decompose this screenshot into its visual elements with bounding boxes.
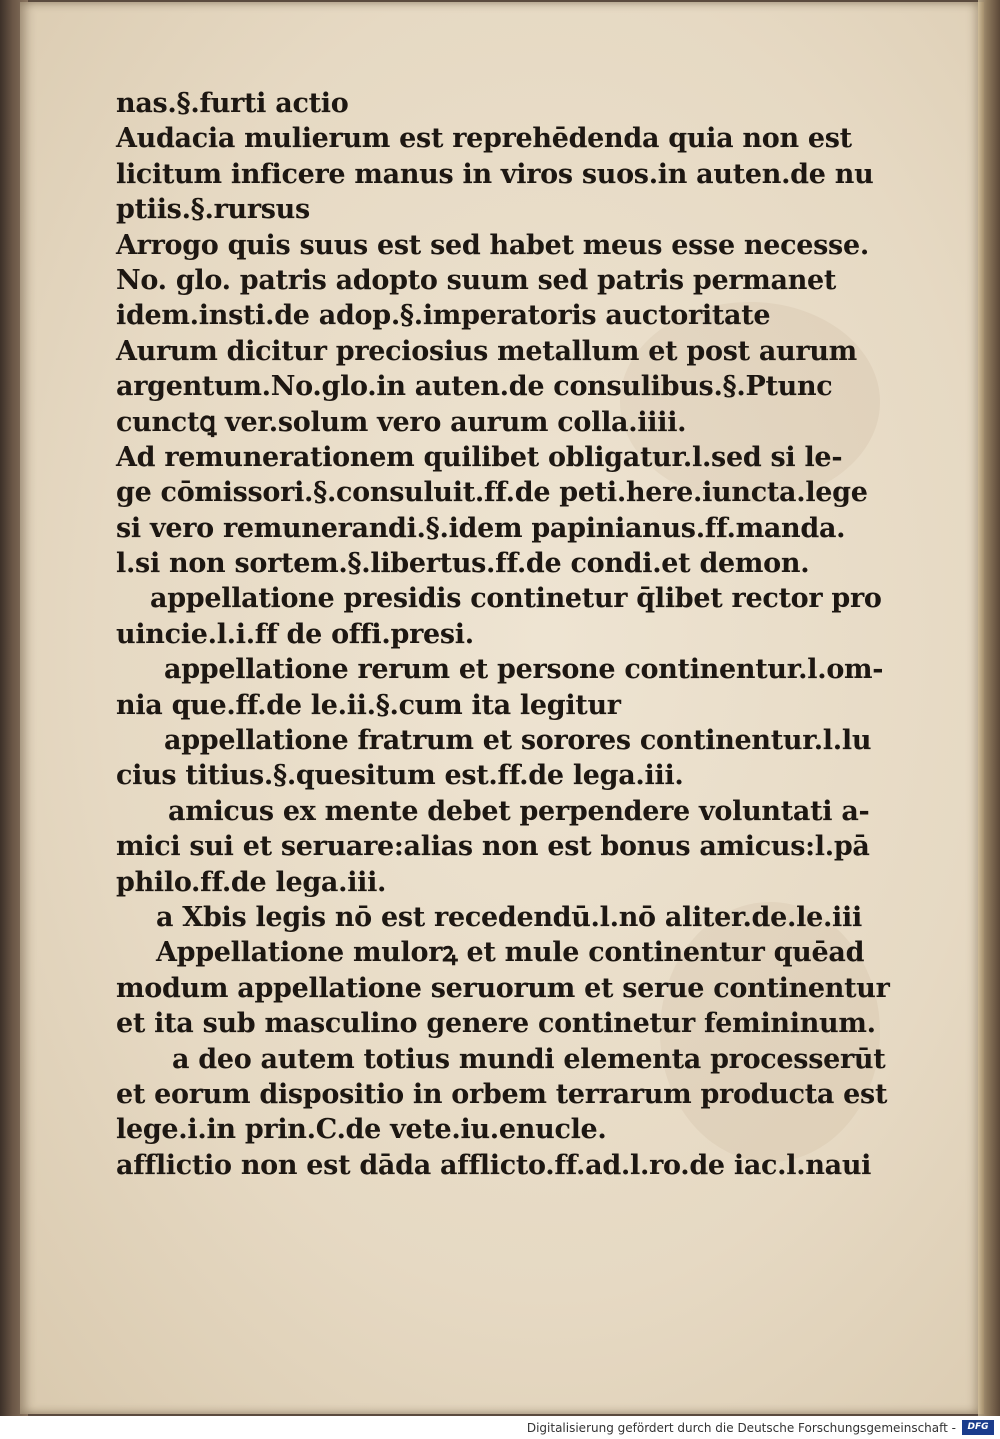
text-line: Audacia mulierum est reprehēdenda quia non est	[116, 123, 852, 155]
text-line: appellatione fratrum et sorores continentur.l.lu	[164, 725, 872, 757]
page-edge	[978, 2, 984, 1414]
text-line: modum appellatione seruorum et serue continentur	[116, 972, 890, 1004]
text-line: ptiis.§.rursus	[116, 194, 310, 226]
text-line: a deo autem totius mundi elementa processerūt	[172, 1043, 886, 1075]
text-line: afflictio non est dāda afflicto.ff.ad.l.ro.de iac.l.naui	[116, 1149, 872, 1181]
text-line: et ita sub masculino genere continetur femininum.	[116, 1008, 876, 1040]
text-line: et eorum dispositio in orbem terrarum producta est	[116, 1078, 888, 1110]
book-page	[20, 2, 978, 1414]
text-line: idem.insti.de adop.§.imperatoris auctoritate	[116, 300, 771, 332]
text-line: a Xbis legis nō est recedendū.l.nō aliter.de.le.iii	[156, 901, 862, 933]
text-line: No. glo. patris adopto suum sed patris permanet	[116, 264, 837, 296]
text-line: nia que.ff.de le.ii.§.cum ita legitur	[116, 689, 621, 721]
text-line: ge cōmissori.§.consuluit.ff.de peti.here.iuncta.lege	[116, 477, 868, 509]
dfg-logo-icon[interactable]: DFG	[962, 1420, 994, 1435]
text-line: appellatione rerum et persone continentur.l.om-	[164, 654, 884, 686]
text-line: Ad remunerationem quilibet obligatur.l.sed si le-	[116, 441, 843, 473]
digitization-footer	[0, 1416, 1000, 1439]
text-line: cius titius.§.quesitum est.ff.de lega.iii.	[116, 760, 684, 792]
text-line: Arrogo quis suus est sed habet meus esse necesse.	[116, 229, 869, 261]
text-line: cunctꝗ ver.solum vero aurum colla.iiii.	[116, 406, 687, 438]
text-line: nas.§.furti actio	[116, 88, 349, 119]
text-line: mici sui et seruare:alias non est bonus amicus:l.pā	[116, 831, 870, 863]
text-line: si vero remunerandi.§.idem papinianus.ff.manda.	[116, 512, 846, 544]
text-line: l.si non sortem.§.libertus.ff.de condi.et demon.	[116, 548, 810, 580]
text-line: appellatione presidis continetur q̄libet rector pro	[150, 583, 882, 615]
text-line: argentum.No.glo.in auten.de consulibus.§.Ptunc	[116, 371, 833, 403]
printed-text-block	[116, 86, 890, 1183]
text-line: lege.i.in prin.C.de vete.iu.enucle.	[116, 1114, 607, 1146]
text-line: Aurum dicitur preciosius metallum et post aurum	[116, 335, 857, 367]
text-line: uincie.l.i.ff de offi.presi.	[116, 618, 474, 650]
text-line: Appellatione mulorꝝ et mule continentur quēad	[156, 937, 865, 969]
text-line: licitum inficere manus in viros suos.in auten.de nu	[116, 158, 874, 190]
funding-credit: Digitalisierung gefördert durch die Deutsche Forschungsgemeinschaft -	[526, 1421, 956, 1435]
text-line: amicus ex mente debet perpendere voluntati a-	[168, 795, 870, 827]
text-line: philo.ff.de lega.iii.	[116, 866, 387, 898]
